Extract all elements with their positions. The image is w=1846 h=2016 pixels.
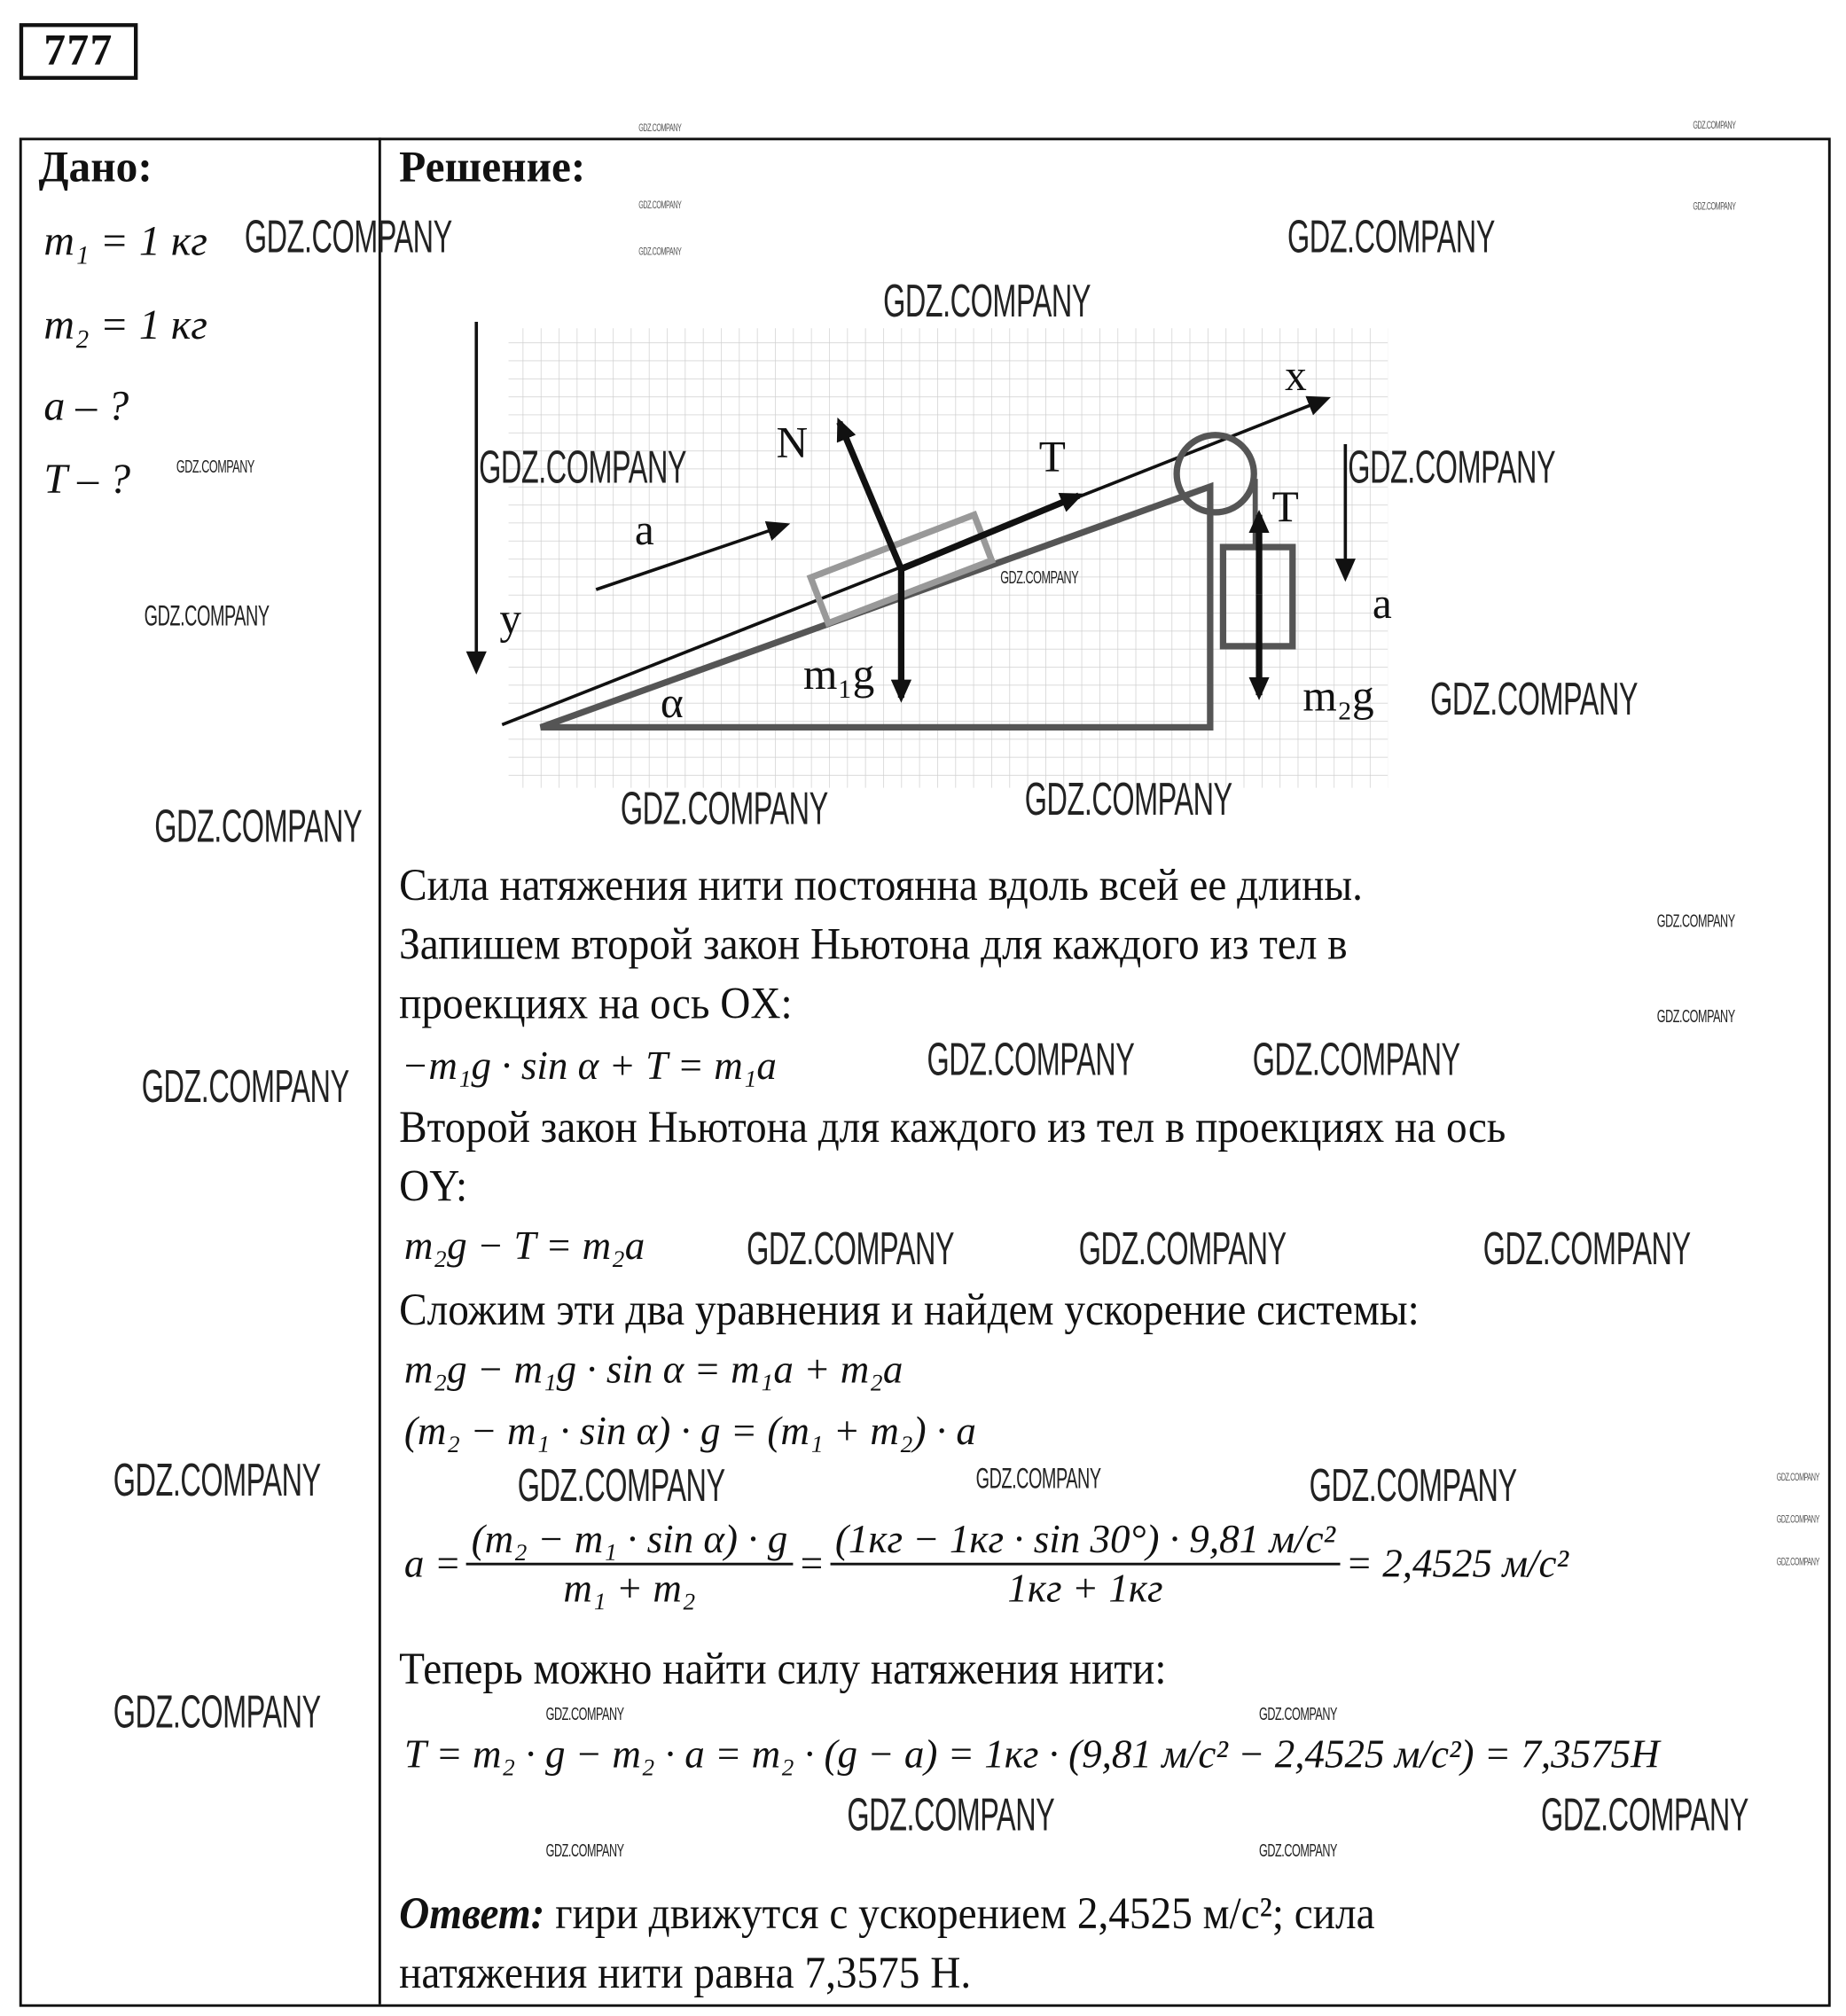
watermark: GDZ.COMPANY [1482, 1221, 1691, 1275]
text-line-3: проекциях на ось OX: [399, 978, 793, 1029]
answer-label: Ответ: [399, 1888, 545, 1939]
watermark: GDZ.COMPANY [620, 781, 828, 834]
label-y: y [499, 594, 522, 644]
equals-sign: = [797, 1541, 825, 1586]
label-T1: T [1038, 432, 1066, 481]
text-line-1: Сила натяжения нити постоянна вдоль всей ее длины. [399, 859, 1363, 910]
watermark: GDZ.COMPANY [244, 209, 452, 263]
watermark: GDZ.COMPANY [1348, 440, 1556, 494]
watermark: GDZ.COMPANY [1776, 1471, 1819, 1483]
denominator: m₁ + m₂ [563, 1565, 696, 1611]
text-line-4: Второй закон Ньютона для каждого из тел в проекциях на ось [399, 1101, 1506, 1153]
numerator: (1кг − 1кг · sin 30°) · 9,81 м/с² [830, 1516, 1341, 1565]
watermark: GDZ.COMPANY [883, 274, 1091, 327]
watermark: GDZ.COMPANY [638, 121, 682, 135]
watermark: GDZ.COMPANY [638, 199, 682, 212]
equation-sum: m₂g − m₁g · sin α = m₁a + m₂a [403, 1346, 903, 1392]
text-line-2: Запишем второй закон Ньютона для каждого из тел в [399, 918, 1348, 970]
watermark: GDZ.COMPANY [1656, 1005, 1735, 1027]
given-T: T – ? [43, 457, 131, 504]
watermark: GDZ.COMPANY [1309, 1458, 1517, 1512]
equation-oy: m₂g − T = m₂a [403, 1223, 645, 1269]
eq-a-lhs: a = [403, 1541, 462, 1586]
fraction-numeric [830, 1516, 1341, 1611]
label-N: N [776, 418, 809, 467]
given-heading: Дано: [38, 144, 153, 192]
watermark: GDZ.COMPANY [141, 1059, 349, 1113]
watermark: GDZ.COMPANY [1024, 772, 1232, 825]
label-m1g: m₁g [803, 649, 875, 699]
watermark: GDZ.COMPANY [517, 1458, 725, 1512]
answer-text-1: гири движутся с ускорением 2,4525 м/с²; сила [544, 1888, 1375, 1939]
problem-number: 777 [20, 23, 138, 80]
watermark: GDZ.COMPANY [1259, 1839, 1338, 1861]
watermark: GDZ.COMPANY [1287, 209, 1495, 263]
eq-a-result: = 2,4525 м/с² [1345, 1541, 1569, 1586]
given-a: a – ? [43, 383, 129, 430]
watermark: GDZ.COMPANY [1541, 1787, 1748, 1841]
label-alpha: α [660, 677, 684, 727]
watermark: GDZ.COMPANY [747, 1221, 955, 1275]
watermark: GDZ.COMPANY [113, 1453, 321, 1506]
watermark: GDZ.COMPANY [113, 1684, 321, 1739]
equation-tension: T = m₂ · g − m₂ · a = m₂ · (g − a) = 1кг · (9,81 м/с² − 2,4525 м/с²) = 7,3575H [403, 1731, 1660, 1777]
watermark: GDZ.COMPANY [638, 246, 682, 258]
watermark: GDZ.COMPANY [545, 1702, 624, 1724]
numerator: (m₂ − m₁ · sin α) · g [466, 1516, 793, 1565]
denominator: 1кг + 1кг [1007, 1565, 1163, 1611]
label-m2g: m₂g [1302, 671, 1374, 721]
answer-line-2: натяжения нити равна 7,3575 Н. [399, 1947, 972, 1998]
watermark: GDZ.COMPANY [1252, 1032, 1460, 1086]
given-m1: m₁ = 1 кг [43, 218, 207, 266]
equation-factored: (m₂ − m₁ · sin α) · g = (m₁ + m₂) · a [403, 1408, 976, 1454]
label-a1: a [634, 505, 654, 555]
label-T2: T [1271, 482, 1299, 532]
watermark: GDZ.COMPANY [545, 1839, 624, 1861]
answer-line-1 [399, 1888, 1375, 1940]
equation-ox: −m₁g · sin α + T = m₁a [402, 1043, 777, 1088]
watermark: GDZ.COMPANY [1776, 1513, 1819, 1526]
given-m2: m₂ = 1 кг [43, 302, 207, 349]
watermark: GDZ.COMPANY [1000, 566, 1079, 588]
watermark: GDZ.COMPANY [154, 799, 363, 853]
watermark: GDZ.COMPANY [975, 1462, 1101, 1495]
watermark: GDZ.COMPANY [927, 1032, 1135, 1086]
text-line-7: Теперь можно найти силу натяжения нити: [399, 1644, 1167, 1694]
watermark: GDZ.COMPANY [1693, 120, 1736, 132]
fraction-symbolic [466, 1516, 793, 1611]
label-x: x [1285, 350, 1307, 400]
text-line-5: OY: [399, 1160, 468, 1212]
text-line-6: Сложим эти два уравнения и найдем ускорение системы: [399, 1285, 1420, 1335]
watermark: GDZ.COMPANY [1776, 1556, 1819, 1568]
watermark: GDZ.COMPANY [144, 599, 270, 632]
watermark: GDZ.COMPANY [1693, 200, 1736, 213]
solution-heading: Решение: [399, 144, 586, 192]
watermark: GDZ.COMPANY [1259, 1702, 1338, 1724]
watermark: GDZ.COMPANY [1656, 910, 1735, 931]
label-a2: a [1372, 578, 1392, 628]
watermark: GDZ.COMPANY [1078, 1221, 1287, 1275]
watermark: GDZ.COMPANY [176, 456, 254, 477]
equation-acceleration [404, 1516, 1568, 1611]
watermark: GDZ.COMPANY [1430, 671, 1639, 725]
watermark: GDZ.COMPANY [479, 440, 687, 494]
watermark: GDZ.COMPANY [847, 1787, 1055, 1841]
